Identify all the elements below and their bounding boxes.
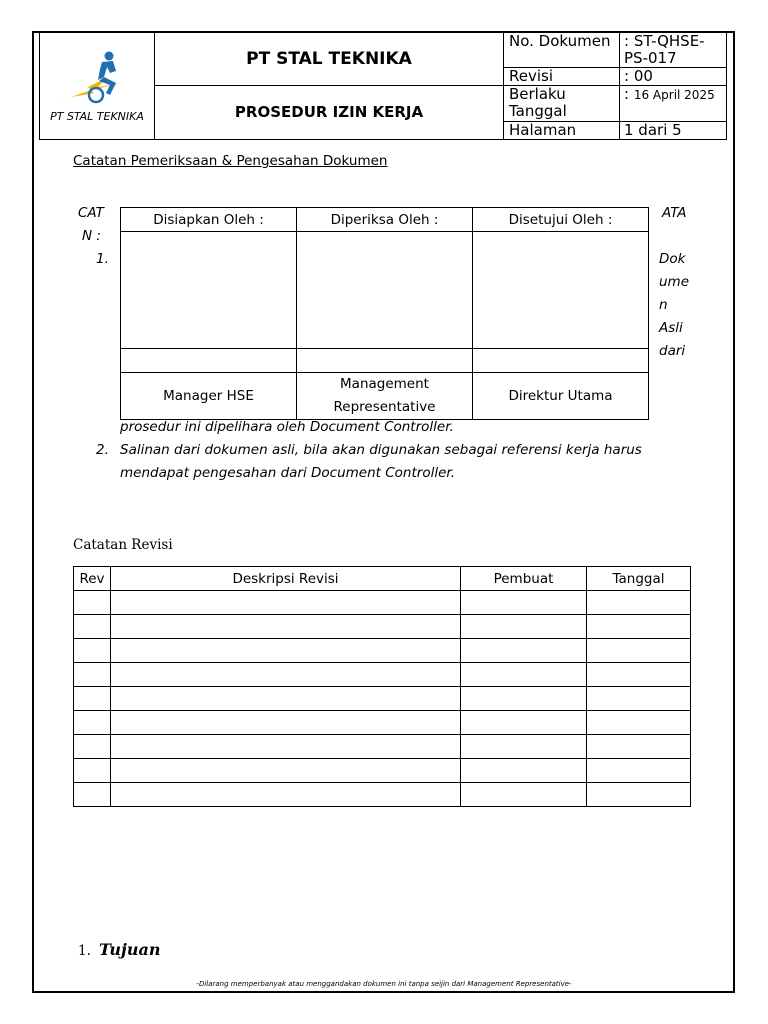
section-heading-tujuan — [78, 940, 160, 959]
logo-cell — [40, 33, 155, 140]
meta-label-berlaku: Berlaku Tanggal — [504, 86, 620, 122]
revision-row — [74, 663, 691, 687]
name-box — [473, 349, 649, 373]
revision-cell — [111, 615, 461, 639]
revision-cell — [111, 759, 461, 783]
revision-cell — [587, 735, 691, 759]
revision-row — [74, 759, 691, 783]
section-number: 1. — [78, 943, 91, 959]
revision-header-deskripsi: Deskripsi Revisi — [111, 567, 461, 591]
revision-cell — [587, 687, 691, 711]
note-number-1: 1. — [96, 251, 109, 267]
revision-row — [74, 591, 691, 615]
note-right-word: ume — [659, 274, 690, 290]
revision-cell — [587, 783, 691, 807]
revision-cell — [587, 663, 691, 687]
revision-cell — [461, 663, 587, 687]
revision-cell — [461, 711, 587, 735]
meta-label-revisi: Revisi — [504, 68, 620, 86]
signature-box — [121, 232, 297, 349]
revision-cell — [587, 615, 691, 639]
revision-cell — [111, 591, 461, 615]
revision-row — [74, 783, 691, 807]
sign-role-manager-hse: Manager HSE — [121, 373, 297, 420]
revision-row — [74, 735, 691, 759]
section-title: Tujuan — [98, 940, 161, 959]
meta-label-no-dokumen: No. Dokumen — [504, 33, 620, 68]
document-title: PROSEDUR IZIN KERJA — [155, 86, 504, 140]
meta-value-halaman: 1 dari 5 — [620, 122, 727, 140]
revision-header-rev: Rev — [74, 567, 111, 591]
sign-header-diperiksa: Diperiksa Oleh : — [297, 208, 473, 232]
note-line2: Salinan dari dokumen asli, bila akan digunakan sebagai referensi kerja harus — [120, 442, 642, 458]
revision-cell — [587, 591, 691, 615]
revision-cell — [461, 783, 587, 807]
revision-cell — [111, 663, 461, 687]
revision-cell — [461, 687, 587, 711]
footer-note: -Dilarang memperbanyak atau menggandakan dokumen ini tanpa seijin dari Management Representative- — [196, 980, 572, 988]
revision-header-tanggal: Tanggal — [587, 567, 691, 591]
revision-cell — [74, 615, 111, 639]
signature-box — [473, 232, 649, 349]
sign-role-direktur: Direktur Utama — [473, 373, 649, 420]
revision-rows — [74, 591, 691, 807]
signature-box — [297, 232, 473, 349]
meta-value-no-dokumen: : ST-QHSE-PS-017 — [620, 33, 727, 68]
revision-cell — [461, 615, 587, 639]
revision-cell — [74, 639, 111, 663]
note-number-2: 2. — [96, 442, 109, 458]
revision-table — [73, 566, 691, 807]
revision-cell — [111, 711, 461, 735]
meta-label-halaman: Halaman — [504, 122, 620, 140]
note-line1-cont: prosedur ini dipelihara oleh Document Controller. — [120, 419, 454, 435]
meta-value-berlaku: : 16 April 2025 — [620, 86, 727, 122]
revision-row — [74, 711, 691, 735]
logo-caption: PT STAL TEKNIKA — [50, 110, 144, 123]
catatan-title: Catatan Pemeriksaan & Pengesahan Dokumen — [73, 153, 388, 169]
page-border — [32, 31, 735, 993]
company-name: PT STAL TEKNIKA — [155, 33, 504, 86]
revision-cell — [74, 663, 111, 687]
revision-cell — [74, 759, 111, 783]
revision-cell — [111, 639, 461, 663]
note-right-word: Asli — [659, 320, 683, 336]
sign-header-disiapkan: Disiapkan Oleh : — [121, 208, 297, 232]
note-ata: ATA — [662, 205, 687, 221]
revision-cell — [461, 639, 587, 663]
note-right-column — [659, 248, 689, 363]
document-header — [39, 32, 727, 140]
note-right-word: Dok — [659, 251, 686, 267]
revision-cell — [111, 735, 461, 759]
revision-cell — [461, 735, 587, 759]
revision-cell — [74, 711, 111, 735]
revision-row — [74, 687, 691, 711]
revision-cell — [587, 711, 691, 735]
runner-logo-icon — [52, 47, 142, 109]
signature-table — [120, 207, 649, 420]
name-box — [297, 349, 473, 373]
revision-header-pembuat: Pembuat — [461, 567, 587, 591]
sign-role-management-rep: Management Representative — [297, 373, 473, 420]
note-right-word: dari — [659, 343, 686, 359]
sign-header-disetujui: Disetujui Oleh : — [473, 208, 649, 232]
revision-cell — [587, 639, 691, 663]
revision-cell — [74, 591, 111, 615]
revision-title: Catatan Revisi — [73, 537, 173, 553]
revision-row — [74, 615, 691, 639]
revision-cell — [111, 687, 461, 711]
name-box — [121, 349, 297, 373]
revision-cell — [587, 759, 691, 783]
revision-cell — [111, 783, 461, 807]
note-right-word: n — [659, 297, 668, 313]
revision-cell — [74, 735, 111, 759]
meta-value-revisi: : 00 — [620, 68, 727, 86]
note-cat: CAT — [78, 205, 104, 221]
revision-cell — [461, 759, 587, 783]
revision-cell — [461, 591, 587, 615]
note-line3: mendapat pengesahan dari Document Controller. — [120, 465, 455, 481]
revision-row — [74, 639, 691, 663]
revision-cell — [74, 687, 111, 711]
revision-cell — [74, 783, 111, 807]
note-n: N : — [82, 228, 101, 244]
